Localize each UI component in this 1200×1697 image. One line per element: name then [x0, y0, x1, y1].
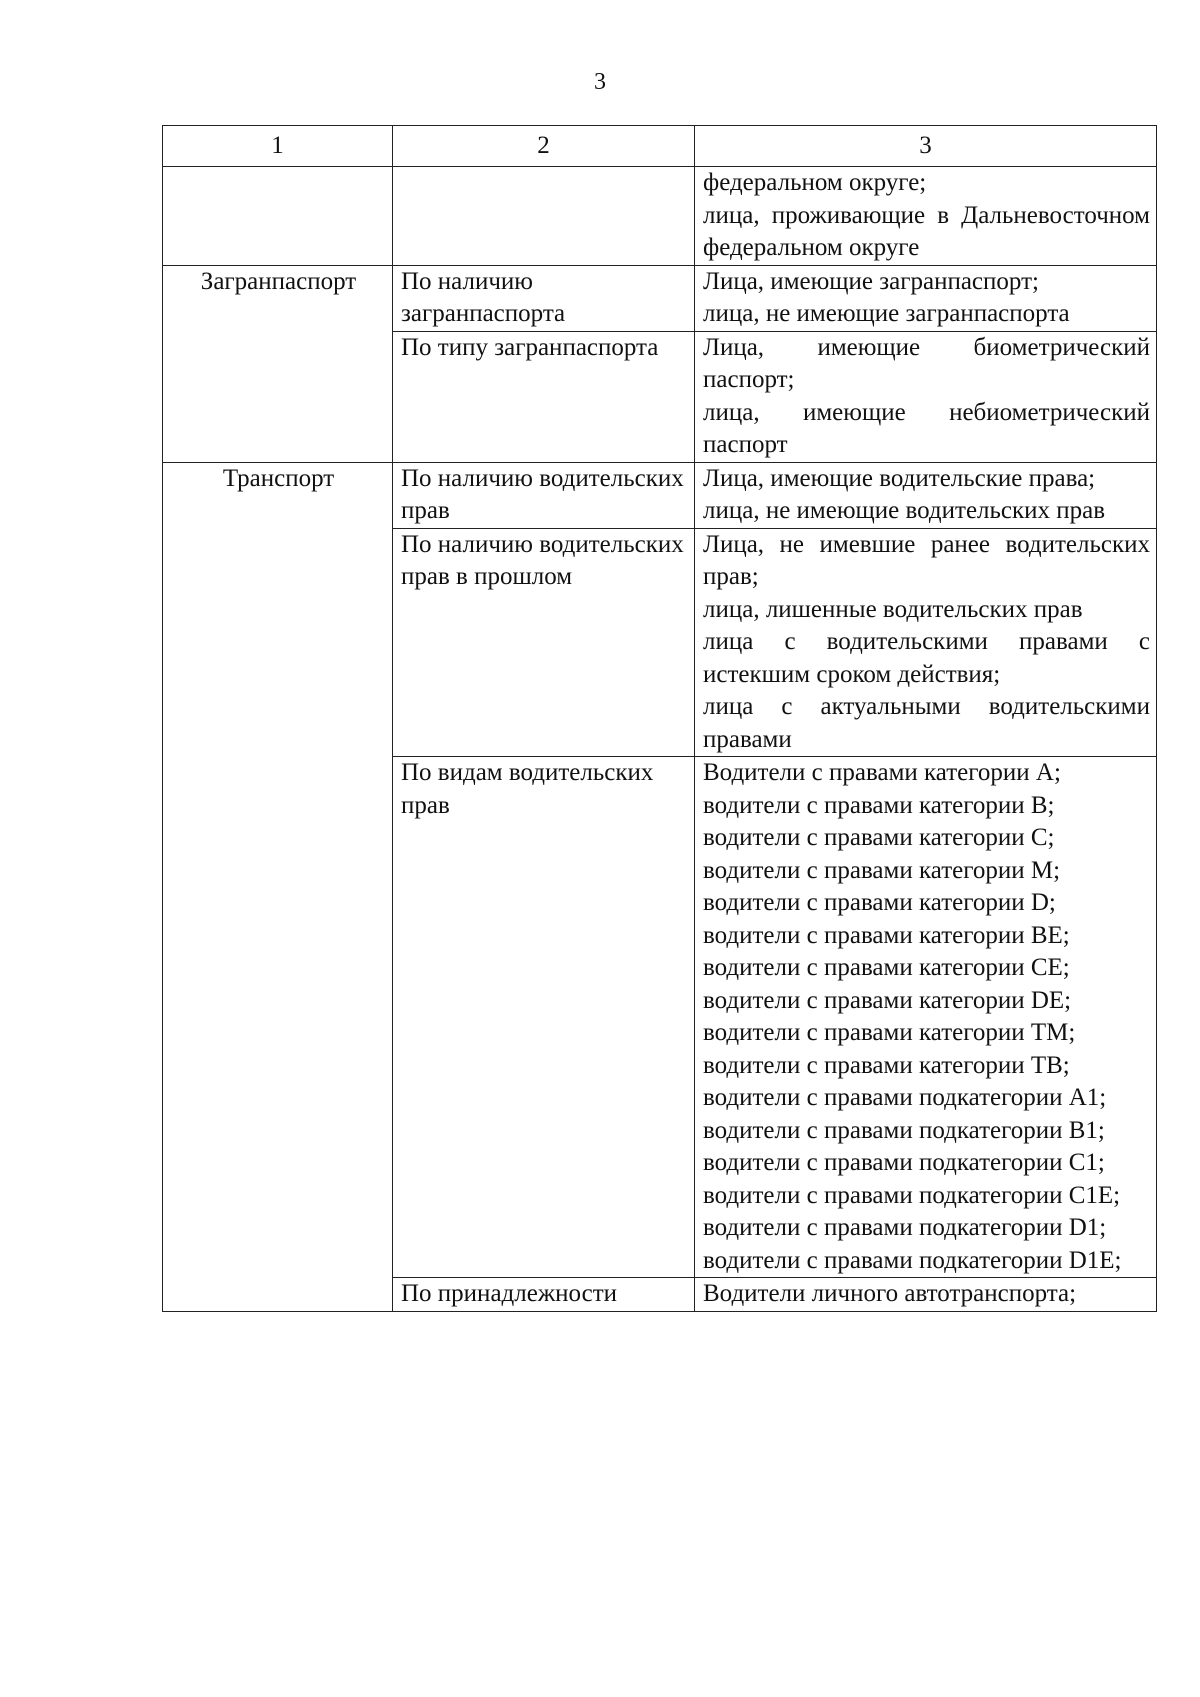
description-cell — [695, 757, 1157, 1278]
description-line: лица, не имеющие загранпаспорта — [703, 300, 1070, 327]
description-line: водители с правами подкатегории C1; — [703, 1149, 1105, 1176]
table-row-continuation — [163, 167, 1157, 266]
description-cell — [695, 331, 1157, 462]
description-line: Лица, имеющие загранпаспорт; — [703, 267, 1039, 295]
description-line: водители с правами подкатегории B1; — [703, 1116, 1105, 1144]
description-line: водители с правами категории DE; — [703, 986, 1072, 1014]
description-cell — [695, 462, 1157, 528]
description-line: водители с правами подкатегории A1; — [703, 1084, 1107, 1111]
category-cell-passport: Загранпаспорт — [163, 265, 393, 462]
description-line: лица, имеющие небиометрический паспорт — [703, 398, 1150, 458]
description-line: федеральном округе; — [703, 169, 927, 196]
description-line: лица с водительскими правами с истекшим сроком действия; — [703, 628, 1150, 688]
description-line: Лица, не имевшие ранее водительских прав; — [703, 530, 1150, 590]
description-line: лица с актуальными водительскими правами — [703, 693, 1150, 753]
column-header-2: 2 — [393, 126, 695, 167]
column-header-1: 1 — [163, 126, 393, 167]
criterion-cell-empty — [393, 167, 695, 266]
criterion-cell: По наличию загранпаспорта — [393, 265, 695, 331]
criterion-cell: По принадлежности — [393, 1278, 695, 1312]
description-line: лица, проживающие в Дальневосточном федеральном округе — [703, 201, 1150, 261]
description-line: водители с правами категории BE; — [703, 921, 1070, 949]
table-row — [163, 265, 1157, 331]
description-line: лица, не имеющие водительских прав — [703, 497, 1106, 524]
description-line: Водители с правами категории A; — [703, 759, 1061, 786]
description-cell — [695, 1278, 1157, 1312]
description-line: Лица, имеющие водительские права; — [703, 464, 1096, 492]
description-line: водители с правами подкатегории D1E; — [703, 1246, 1122, 1274]
description-line: водители с правами категории B; — [703, 791, 1055, 819]
description-cell — [695, 167, 1157, 266]
criterion-cell: По наличию водительских прав в прошлом — [393, 528, 695, 757]
page-number: 3 — [594, 69, 606, 95]
category-cell-transport: Транспорт — [163, 462, 393, 1311]
description-cell — [695, 265, 1157, 331]
classification-table — [162, 125, 1157, 1312]
description-cell — [695, 528, 1157, 757]
column-header-3: 3 — [695, 126, 1157, 167]
description-line: водители с правами категории TB; — [703, 1051, 1070, 1079]
description-line: водители с правами подкатегории D1; — [703, 1214, 1107, 1241]
description-line: Водители личного автотранспорта; — [703, 1280, 1077, 1307]
table-row — [163, 462, 1157, 528]
description-line: водители с правами категории CE; — [703, 954, 1070, 981]
description-line: водители с правами категории C; — [703, 824, 1055, 851]
description-line: лица, лишенные водительских прав — [703, 595, 1083, 623]
description-line: водители с правами категории D; — [703, 889, 1056, 916]
category-cell-empty — [163, 167, 393, 266]
criterion-cell: По типу загранпаспорта — [393, 331, 695, 462]
description-line: Лица, имеющие биометрический паспорт; — [703, 333, 1150, 393]
criterion-cell: По видам водительских прав — [393, 757, 695, 1278]
criterion-cell: По наличию водительских прав — [393, 462, 695, 528]
description-line: водители с правами подкатегории C1E; — [703, 1181, 1121, 1209]
description-line: водители с правами категории TM; — [703, 1019, 1076, 1046]
table-header-row — [163, 126, 1157, 167]
description-line: водители с правами категории M; — [703, 856, 1061, 884]
